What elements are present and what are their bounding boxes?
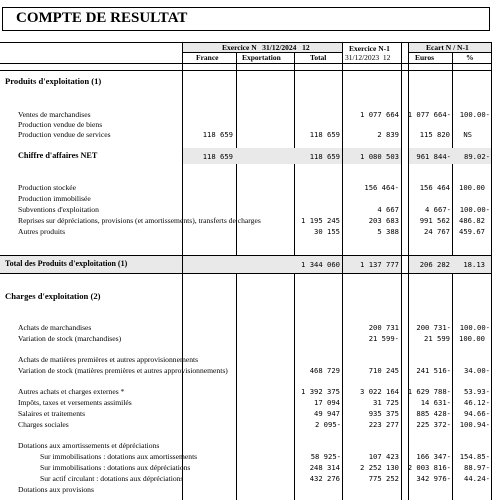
cell-euros: 241 516-	[416, 366, 451, 375]
cell-euros: 885 428-	[416, 409, 451, 418]
row-label: Achats de matières premières et autres approvisionnements	[18, 355, 199, 364]
cell-pct: 459.67	[459, 227, 485, 236]
cell-n1: 107 423	[368, 452, 399, 461]
cell-euros: 1 077 664-	[407, 110, 451, 119]
row-label: Reprises sur dépréciations, provisions (et amortissements), transferts de charges	[18, 216, 261, 225]
cell-n1: 1 077 664	[360, 110, 399, 119]
row-label: Impôts, taxes et versements assimilés	[18, 398, 132, 407]
row-label: Autres achats et charges externes *	[18, 387, 125, 396]
col-sep-euros	[452, 52, 453, 500]
row-label-total-produits: Total des Produits d'exploitation (1)	[5, 259, 128, 268]
cell-euros: 156 464	[419, 183, 450, 192]
cell-pct: 100.00-	[459, 110, 490, 119]
cell-pct: NS	[463, 130, 472, 139]
row-label: Variation de stock (matières premières et autres approvisionnements)	[18, 366, 228, 375]
cell-n1: 203 683	[368, 216, 399, 225]
cell-total: 432 276	[309, 474, 340, 483]
section-produits: Produits d'exploitation (1)	[5, 76, 102, 86]
row-label: Dotations aux amortissements et dépréciations	[18, 441, 160, 450]
cell-total: 1 195 245	[301, 216, 340, 225]
cell-n1: 5 388	[377, 227, 399, 236]
header-bottom-rule	[0, 63, 492, 64]
report-title: COMPTE DE RESULTAT	[16, 10, 188, 26]
cell-n1: 200 731	[368, 323, 399, 332]
cell-total: 17 094	[314, 398, 340, 407]
row-label: Sur actif circulant : dotations aux dépréciations	[40, 474, 184, 483]
cell-n1: 1 137 777	[360, 260, 399, 269]
header-euros: Euros	[415, 53, 435, 62]
cell-pct: 94.66-	[464, 409, 490, 418]
total-band-top-rule	[0, 255, 492, 256]
cell-euros: 1 629 788-	[407, 387, 451, 396]
total-band-bottom-rule	[0, 273, 492, 274]
cell-euros: 21 599	[424, 334, 450, 343]
report-title-box	[2, 7, 490, 31]
cell-pct: 154.85-	[459, 452, 490, 461]
cell-pct: 53.93-	[464, 387, 490, 396]
section-charges: Charges d'exploitation (2)	[5, 291, 101, 301]
cell-france: 118 659	[202, 152, 233, 161]
header-france: France	[196, 53, 219, 62]
cell-euros: 225 372-	[416, 420, 451, 429]
cell-euros: 961 844-	[416, 152, 451, 161]
row-label: Autres produits	[18, 227, 66, 236]
cell-total: 2 095-	[315, 420, 341, 429]
row-label: Production immobilisée	[18, 194, 91, 203]
cell-n1: 1 080 503	[360, 152, 399, 161]
cell-n1: 710 245	[368, 366, 399, 375]
header-exercice-n1: Exercice N-1	[349, 44, 390, 53]
cell-pct: 89.02-	[464, 152, 490, 161]
cell-pct: 100.00	[459, 334, 485, 343]
cell-pct: 44.24-	[464, 474, 490, 483]
row-label: Production vendue de biens	[18, 120, 103, 129]
cell-total: 118 659	[309, 152, 340, 161]
cell-euros: 4 667-	[425, 205, 451, 214]
cell-euros: 166 347-	[416, 452, 451, 461]
cell-pct: 88.97-	[464, 463, 490, 472]
cell-pct: 100.00-	[459, 323, 490, 332]
cell-euros: 24 767	[424, 227, 450, 236]
col-sep-export	[294, 52, 295, 500]
cell-euros: 342 976-	[416, 474, 451, 483]
cell-n1: 31 725	[373, 398, 399, 407]
cell-pct: 100.94-	[459, 420, 490, 429]
cell-total: 248 314	[309, 463, 340, 472]
cell-euros: 115 820	[419, 130, 450, 139]
row-label: Production vendue de services	[18, 130, 111, 139]
cell-euros: 206 282	[419, 260, 450, 269]
cell-n1: 2 839	[377, 130, 399, 139]
header-total: Total	[310, 53, 327, 62]
row-label: Variation de stock (marchandises)	[18, 334, 122, 343]
cell-n1: 156 464-	[364, 183, 399, 192]
header-bottom-rule-2	[0, 70, 492, 71]
header-date-n1: 31/12/2023 12	[345, 53, 391, 62]
cell-total: 49 947	[314, 409, 340, 418]
col-sep-france	[236, 52, 237, 500]
header-exercice-n: Exercice N 31/12/2024 12	[222, 43, 310, 52]
cell-total: 118 659	[309, 130, 340, 139]
cell-pct: 100.00-	[459, 205, 490, 214]
header-ecart: Ecart N / N-1	[426, 43, 469, 52]
cell-total: 1 344 060	[301, 260, 340, 269]
cell-euros: 2 003 816-	[407, 463, 451, 472]
row-label: Achats de marchandises	[18, 323, 92, 332]
cell-n1: 223 277	[368, 420, 399, 429]
cell-n1: 775 252	[368, 474, 399, 483]
row-label: Sur immobilisations : dotations aux amortissements	[40, 452, 198, 461]
cell-pct: 18.13	[463, 260, 485, 269]
row-label: Dotations aux provisions	[18, 485, 94, 494]
cell-total: 58 925-	[310, 452, 341, 461]
row-label: Ventes de marchandises	[18, 110, 91, 119]
col-sep-n1	[401, 42, 402, 500]
cell-n1: 935 375	[368, 409, 399, 418]
cell-euros: 200 731-	[416, 323, 451, 332]
cell-n1: 3 022 164	[360, 387, 399, 396]
cell-n1: 21 599-	[368, 334, 399, 343]
cell-pct: 46.12-	[464, 398, 490, 407]
row-label: Subventions d'exploitation	[18, 205, 99, 214]
cell-pct: 100.00	[459, 183, 485, 192]
cell-n1: 2 252 130	[360, 463, 399, 472]
cell-pct: 486.82	[459, 216, 485, 225]
cell-pct: 34.00-	[464, 366, 490, 375]
row-label: Sur immobilisations : dotations aux dépréciations	[40, 463, 191, 472]
row-label: Salaires et traitements	[18, 409, 86, 418]
header-exportation: Exportation	[242, 53, 281, 62]
cell-france: 118 659	[202, 130, 233, 139]
cell-n1: 4 667	[377, 205, 399, 214]
header-pct: %	[466, 53, 474, 62]
cell-euros: 991 562	[419, 216, 450, 225]
cell-total: 468 729	[309, 366, 340, 375]
cell-total: 1 392 375	[301, 387, 340, 396]
row-label: Production stockée	[18, 183, 76, 192]
row-label-ca-net: Chiffre d'affaires NET	[18, 151, 98, 160]
row-label: Charges sociales	[18, 420, 69, 429]
cell-euros: 14 631-	[420, 398, 451, 407]
cell-total: 30 155	[314, 227, 340, 236]
